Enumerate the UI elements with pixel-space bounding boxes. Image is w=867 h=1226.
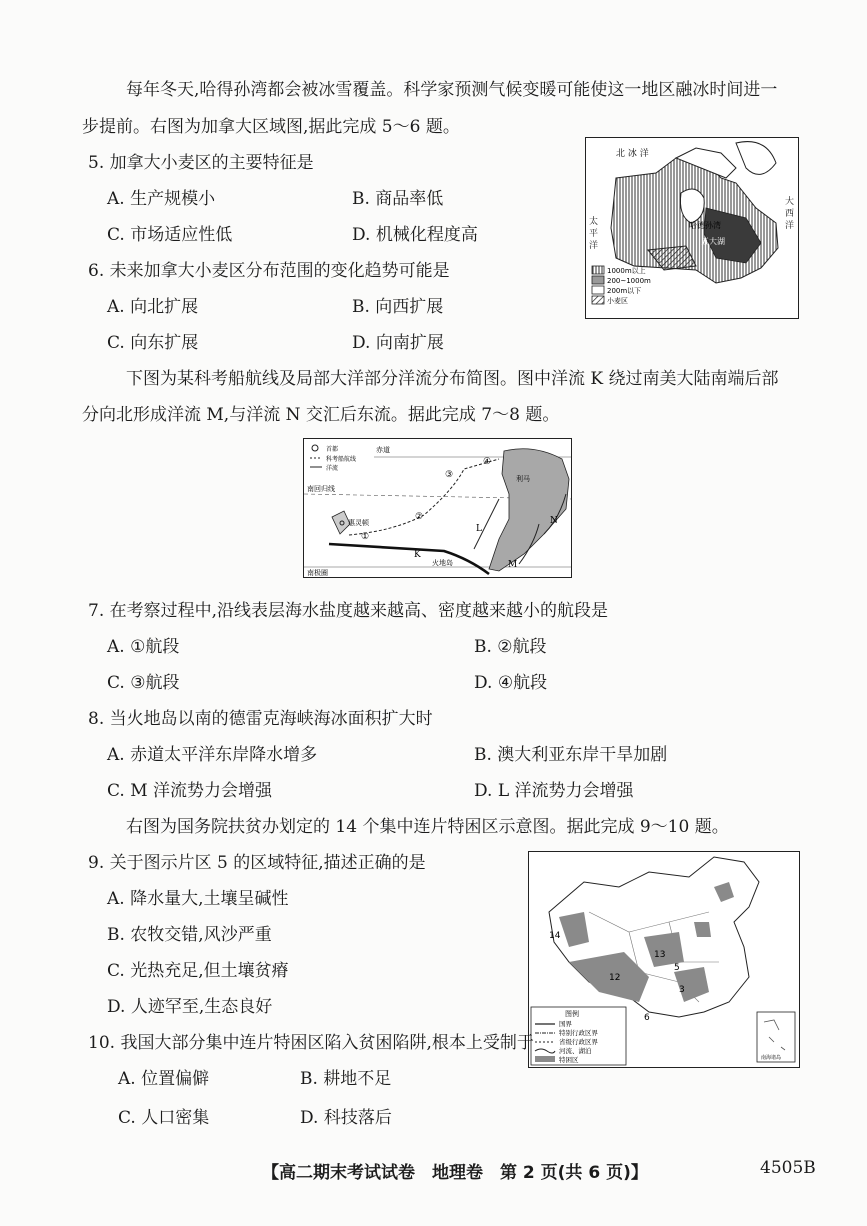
china-legend-title: 图例 <box>565 1010 579 1018</box>
q10-option-d[interactable]: D. 科技落后 <box>300 1108 392 1128</box>
q9-option-a[interactable]: A. 降水量大,土壤呈碱性 <box>107 889 289 909</box>
china-area-6: 6 <box>644 1013 650 1023</box>
ocean-legend-route: 科考船航线 <box>326 456 357 463</box>
canada-bay-label: 哈德孙湾 <box>689 221 721 230</box>
q6-option-a[interactable]: A. 向北扩展 <box>107 297 199 317</box>
ocean-fuego-label: 火地岛 <box>432 559 453 567</box>
ocean-nz-label: 惠灵顿 <box>348 519 369 527</box>
china-area-14: 14 <box>549 931 561 941</box>
china-legend-1: 国界 <box>559 1020 572 1028</box>
canada-west-label: 太平洋 <box>589 217 599 251</box>
q5-option-a[interactable]: A. 生产规模小 <box>107 189 216 209</box>
ocean-tropic-label: 南回归线 <box>307 485 335 493</box>
q9-option-d[interactable]: D. 人迹罕至,生态良好 <box>107 997 273 1017</box>
q8-option-d[interactable]: D. L 洋流势力会增强 <box>474 781 634 801</box>
canada-legend-2: 200~1000m <box>607 277 651 285</box>
ocean-letter-k: K <box>414 550 421 560</box>
china-legend-3: 省级行政区界 <box>559 1038 598 1046</box>
canada-legend-4: 小麦区 <box>607 297 628 305</box>
canada-map-figure <box>585 137 799 319</box>
intro-7-8-line1: 下图为某科考船航线及局部大洋部分洋流分布简图。图中洋流 K 绕过南美大陆南端后部 <box>126 369 779 389</box>
intro-5-6-line2: 步提前。右图为加拿大区域图,据此完成 5～6 题。 <box>82 117 460 137</box>
q6-option-c[interactable]: C. 向东扩展 <box>107 333 199 353</box>
canada-legend-1: 1000m以上 <box>607 267 646 275</box>
q7-stem: 7. 在考察过程中,沿线表层海水盐度越来越高、密度越来越小的航段是 <box>88 601 609 621</box>
q9-stem: 9. 关于图示片区 5 的区域特征,描述正确的是 <box>88 853 426 873</box>
q7-option-a[interactable]: A. ①航段 <box>107 637 180 657</box>
ocean-leg-1: ① <box>361 532 370 542</box>
china-area-3: 3 <box>679 985 685 995</box>
exam-code: 4505B <box>760 1158 816 1178</box>
q10-stem: 10. 我国大部分集中连片特困区陷入贫困陷阱,根本上受制于 <box>88 1033 534 1053</box>
q5-option-d[interactable]: D. 机械化程度高 <box>352 225 478 245</box>
q5-stem: 5. 加拿大小麦区的主要特征是 <box>88 153 314 173</box>
ocean-lima-label: 利马 <box>516 475 530 483</box>
q10-option-c[interactable]: C. 人口密集 <box>118 1108 210 1128</box>
canada-east-label: 大西洋 <box>785 197 795 231</box>
q5-option-c[interactable]: C. 市场适应性低 <box>107 225 233 245</box>
ocean-letter-n: N <box>550 516 558 526</box>
ocean-legend-capital: 首都 <box>326 446 339 453</box>
ocean-polar-label: 南极圈 <box>307 569 328 577</box>
q9-option-b[interactable]: B. 农牧交错,风沙严重 <box>107 925 272 945</box>
q9-option-c[interactable]: C. 光热充足,但土壤贫瘠 <box>107 961 289 981</box>
china-area-5: 5 <box>674 963 680 973</box>
q8-stem: 8. 当火地岛以南的德雷克海峡海冰面积扩大时 <box>88 709 433 729</box>
intro-7-8-line2: 分向北形成洋流 M,与洋流 N 交汇后东流。据此完成 7～8 题。 <box>82 405 560 425</box>
china-legend-2: 特别行政区界 <box>559 1029 598 1037</box>
q6-option-b[interactable]: B. 向西扩展 <box>352 297 444 317</box>
ocean-current-map <box>303 438 572 578</box>
ocean-letter-l: L <box>476 524 482 534</box>
ocean-leg-4: ④ <box>483 457 492 467</box>
q7-option-b[interactable]: B. ②航段 <box>474 637 547 657</box>
china-poverty-map <box>528 851 800 1068</box>
page-footer: 【高二期末考试试卷 地理卷 第 2 页(共 6 页)】 <box>262 1163 648 1183</box>
q8-option-c[interactable]: C. M 洋流势力会增强 <box>107 781 273 801</box>
q6-option-d[interactable]: D. 向南扩展 <box>352 333 444 353</box>
canada-lakes-label: 五大湖 <box>701 237 725 246</box>
china-area-13: 13 <box>654 950 666 960</box>
ocean-leg-2: ② <box>415 512 424 522</box>
intro-5-6-line1: 每年冬天,哈得孙湾都会被冰雪覆盖。科学家预测气候变暖可能使这一地区融冰时间进一 <box>126 80 778 100</box>
ocean-legend-current: 洋流 <box>326 465 339 472</box>
q6-stem: 6. 未来加拿大小麦区分布范围的变化趋势可能是 <box>88 261 450 281</box>
q7-option-c[interactable]: C. ③航段 <box>107 673 180 693</box>
q8-option-b[interactable]: B. 澳大利亚东岸干旱加剧 <box>474 745 668 765</box>
q10-option-a[interactable]: A. 位置偏僻 <box>118 1069 210 1089</box>
china-inset-label: 南海诸岛 <box>761 1055 782 1061</box>
intro-9-10: 右图为国务院扶贫办划定的 14 个集中连片特困区示意图。据此完成 9～10 题。 <box>126 817 729 837</box>
canada-legend-3: 200m以下 <box>607 287 642 295</box>
ocean-equator-label: 赤道 <box>376 446 390 454</box>
q7-option-d[interactable]: D. ④航段 <box>474 673 548 693</box>
china-area-12: 12 <box>609 973 621 983</box>
ocean-leg-3: ③ <box>445 470 454 480</box>
canada-north-label: 北 冰 洋 <box>616 149 649 159</box>
ocean-letter-m: M <box>508 560 518 570</box>
china-legend-4: 河流、湖泊 <box>559 1047 592 1055</box>
q5-option-b[interactable]: B. 商品率低 <box>352 189 444 209</box>
q10-option-b[interactable]: B. 耕地不足 <box>300 1069 392 1089</box>
china-legend-5: 特困区 <box>559 1056 579 1064</box>
q8-option-a[interactable]: A. 赤道太平洋东岸降水增多 <box>107 745 318 765</box>
